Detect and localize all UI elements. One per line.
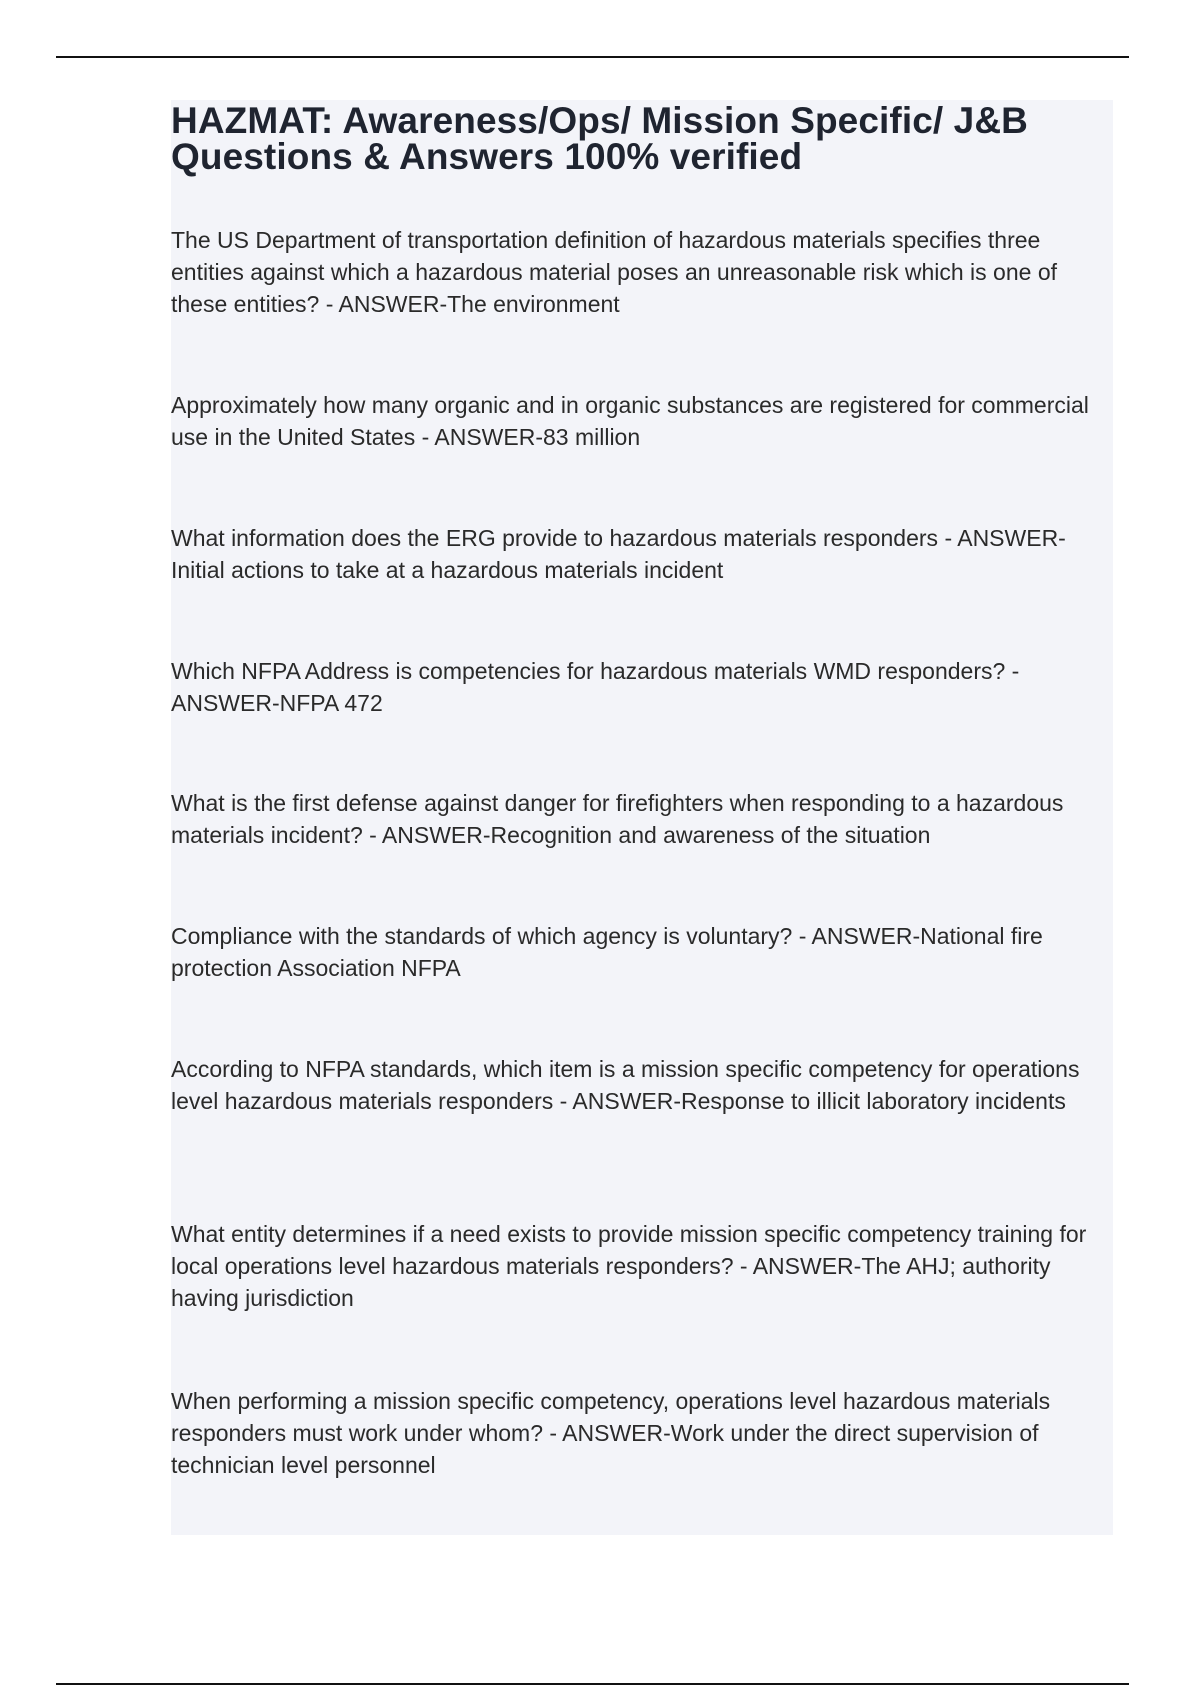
qa-item-7: According to NFPA standards, which item is a mission specific competency for operations level hazardous materials responders - ANSWER-Response to illicit laboratory incidents — [171, 1056, 1080, 1114]
qa-item-8: What entity determines if a need exists to provide mission specific competency training for local operations level hazardous materials responders? - ANSWER-The AHJ; authority having jurisdiction — [171, 1221, 1087, 1311]
top-divider — [56, 56, 1129, 58]
qa-item-9: When performing a mission specific competency, operations level hazardous materials responders must work under whom? - ANSWER-Work under the direct supervision of technician level personnel — [171, 1388, 1051, 1478]
qa-item-6: Compliance with the standards of which agency is voluntary? - ANSWER-National fire protection Association NFPA — [171, 923, 1043, 981]
qa-item-1: The US Department of transportation definition of hazardous materials specifies three entities against which a hazardous material poses an unreasonable risk which is one of these entities? - ANSWER-The environment — [171, 227, 1058, 317]
bottom-divider — [56, 1683, 1129, 1685]
qa-item-3: What information does the ERG provide to hazardous materials responders - ANSWER-Initial actions to take at a hazardous materials incident — [171, 525, 1066, 583]
document-title: HAZMAT: Awareness/Ops/ Mission Specific/ J&B Questions & Answers 100% verified — [171, 100, 1028, 177]
qa-item-2: Approximately how many organic and in organic substances are registered for commercial use in the United States - ANSWER-83 million — [171, 392, 1089, 450]
qa-item-5: What is the first defense against danger for firefighters when responding to a hazardous materials incident? - ANSWER-Recognition and awareness of the situation — [171, 790, 1064, 848]
qa-item-4: Which NFPA Address is competencies for hazardous materials WMD responders? - ANSWER-NFPA 472 — [171, 658, 1020, 716]
